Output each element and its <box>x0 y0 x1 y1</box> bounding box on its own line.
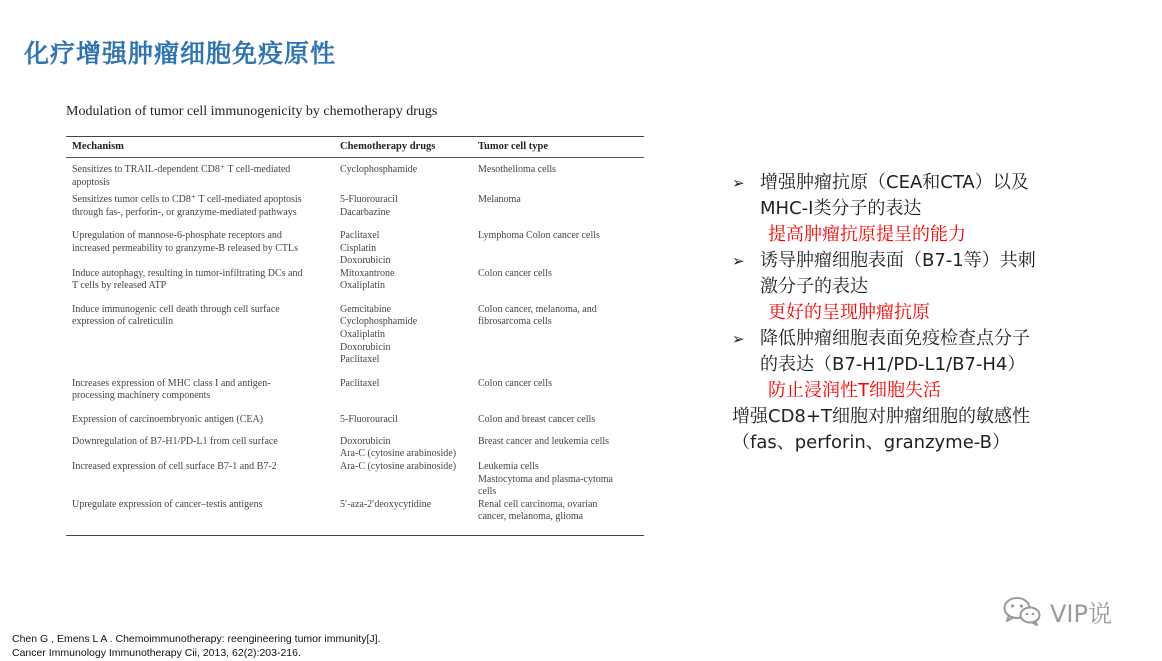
bullet-text: 增强肿瘤抗原（CEA和CTA）以及 <box>760 172 1029 193</box>
cell-line: Induce immunogenic cell death through cell surface <box>72 303 280 315</box>
table-row <box>66 436 644 461</box>
cell-line: Leukemia cells <box>478 460 539 472</box>
cell-line: Downregulation of B7-H1/PD-L1 from cell surface <box>72 435 278 447</box>
cell-line: Ara-C (cytosine arabinoside) <box>340 460 457 472</box>
mechanism-cell <box>66 499 334 535</box>
drugs-cell <box>334 268 472 304</box>
table-figure <box>66 104 644 536</box>
cell-line: Increases expression of MHC class I and antigen- <box>72 377 271 389</box>
table-row <box>66 378 644 414</box>
table-row <box>66 194 644 230</box>
cell-line: Doxorubicin <box>340 435 391 447</box>
table-header-row <box>66 137 644 158</box>
cell-line: Cyclophosphamide <box>340 164 418 175</box>
bullet-item <box>732 248 1132 300</box>
watermark-text: VIP说 <box>1050 599 1112 628</box>
cell-line: Mesothelioma cells <box>478 164 557 175</box>
bullet-item <box>732 326 1132 378</box>
drugs-cell <box>334 194 472 230</box>
reference-line: Chen G , Emens L A . Chemoimmunotherapy: reengineering tumor immunity[J]. <box>12 633 381 645</box>
drugs-cell <box>334 378 472 414</box>
cell-line: Sensitizes tumor cells to CD8⁺ T cell-mediated apoptosis <box>72 194 302 205</box>
cell-line: Expression of carcinoembryonic antigen (CEA) <box>72 413 264 425</box>
cell-line: Ara-C (cytosine arabinoside) <box>340 448 457 460</box>
cell-line: Paclitaxel <box>340 377 380 389</box>
watermark <box>1002 591 1112 631</box>
cell-type-cell <box>472 414 644 436</box>
mechanism-cell <box>66 194 334 230</box>
arrow-bullet-icon: ➢ <box>732 174 745 192</box>
cell-line: Paclitaxel <box>340 354 380 366</box>
table-bottom-rule <box>66 535 644 536</box>
mechanism-cell <box>66 230 334 268</box>
bullet-text: MHC-Ⅰ类分子的表达 <box>760 198 922 219</box>
cell-line: Induce autophagy, resulting in tumor-infiltrating DCs and <box>72 267 303 279</box>
summary-text: （fas、perforin、granzyme-B） <box>732 432 1010 453</box>
table-row <box>66 230 644 268</box>
mechanism-cell <box>66 158 334 195</box>
cell-line: Dacarbazine <box>340 206 390 218</box>
cell-type-cell <box>472 194 644 230</box>
drugs-cell <box>334 499 472 535</box>
cell-line: fibrosarcoma cells <box>478 316 552 328</box>
cell-line: Colon cancer cells <box>478 377 552 389</box>
bullet-text: 激分子的表达 <box>760 276 868 297</box>
mechanism-cell <box>66 304 334 378</box>
mechanism-cell <box>66 461 334 499</box>
mechanism-cell <box>66 268 334 304</box>
reference-citation <box>12 632 380 660</box>
slide-title: 化疗增强肿瘤细胞免疫原性 <box>24 39 337 68</box>
cell-line: Doxorubicin <box>340 341 391 353</box>
cell-line: Cyclophosphamide <box>340 316 418 328</box>
cell-line: apoptosis <box>72 176 110 188</box>
cell-line: 5-Fluorouracil <box>340 194 398 205</box>
cell-line: cells <box>478 486 497 498</box>
table-row <box>66 499 644 535</box>
table-row <box>66 304 644 378</box>
mechanism-cell <box>66 436 334 461</box>
cell-type-cell <box>472 304 644 378</box>
immunogenicity-table <box>66 137 644 535</box>
cell-line: Lymphoma Colon cancer cells <box>478 230 600 241</box>
bullet-text: 诱导肿瘤细胞表面（B7-1等）共刺 <box>760 250 1036 271</box>
cell-line: Doxorubicin <box>340 255 391 267</box>
cell-line: 5-Fluorouracil <box>340 413 398 425</box>
cell-line: Paclitaxel <box>340 230 380 241</box>
reference-line: Cancer Immunology Immunotherapy Cii, 2013, 62(2):203-216. <box>12 647 301 659</box>
cell-line: Colon and breast cancer cells <box>478 413 596 425</box>
drugs-cell <box>334 414 472 436</box>
cell-type-cell <box>472 158 644 195</box>
table-row <box>66 268 644 304</box>
bullet-item <box>732 170 1132 222</box>
mechanism-cell <box>66 414 334 436</box>
cell-line: Increased expression of cell surface B7-1 and B7-2 <box>72 460 277 472</box>
cell-type-cell <box>472 230 644 268</box>
cell-line: Gemcitabine <box>340 303 392 315</box>
cell-line: cancer, melanoma, glioma <box>478 511 584 523</box>
cell-line: Renal cell carcinoma, ovarian <box>478 498 598 510</box>
table-row <box>66 414 644 436</box>
arrow-bullet-icon: ➢ <box>732 330 745 348</box>
cell-line: through fas-, perforin-, or granzyme-mediated pathways <box>72 206 297 218</box>
cell-line: increased permeability to granzyme-B released by CTLs <box>72 242 299 254</box>
column-header-mechanism: Mechanism <box>66 137 334 158</box>
cell-line: Upregulation of mannose-6-phosphate receptors and <box>72 230 282 241</box>
cell-line: Mastocytoma and plasma-cytoma <box>478 473 613 485</box>
cell-line: Melanoma <box>478 194 521 205</box>
table-row <box>66 461 644 499</box>
drugs-cell <box>334 158 472 195</box>
cell-line: Mitoxantrone <box>340 267 395 279</box>
bullet-text: 降低肿瘤细胞表面免疫检查点分子 <box>760 328 1030 349</box>
cell-line: processing machinery components <box>72 390 211 402</box>
drugs-cell <box>334 461 472 499</box>
cell-line: Upregulate expression of cancer–testis antigens <box>72 498 263 510</box>
cell-line: Sensitizes to TRAIL-dependent CD8⁺ T cell-mediated <box>72 164 291 175</box>
cell-line: Oxaliplatin <box>340 328 385 340</box>
cell-type-cell <box>472 461 644 499</box>
cell-type-cell <box>472 499 644 535</box>
bullet-text: 的表达（B7-H1/PD-L1/B7-H4） <box>760 354 1026 375</box>
arrow-bullet-icon: ➢ <box>732 252 745 270</box>
bullet-emphasis: 提高肿瘤抗原提呈的能力 <box>768 224 966 245</box>
table-caption: Modulation of tumor cell immunogenicity by chemotherapy drugs <box>66 104 438 119</box>
cell-type-cell <box>472 268 644 304</box>
bullet-emphasis: 防止浸润性T细胞失活 <box>768 380 941 401</box>
drugs-cell <box>334 436 472 461</box>
cell-line: Oxaliplatin <box>340 280 385 292</box>
mechanism-cell <box>66 378 334 414</box>
cell-line: Colon cancer cells <box>478 267 552 279</box>
drugs-cell <box>334 230 472 268</box>
cell-type-cell <box>472 378 644 414</box>
cell-type-cell <box>472 436 644 461</box>
cell-line: 5′-aza-2′deoxycytidine <box>340 498 432 510</box>
chat-bubbles-icon <box>1002 595 1042 627</box>
table-row <box>66 158 644 195</box>
cell-line: Cisplatin <box>340 242 377 254</box>
bullet-emphasis: 更好的呈现肿瘤抗原 <box>768 302 930 323</box>
cell-line: expression of calreticulin <box>72 316 174 328</box>
drugs-cell <box>334 304 472 378</box>
column-header-cell-type: Tumor cell type <box>472 137 644 158</box>
cell-line: Colon cancer, melanoma, and <box>478 303 597 315</box>
cell-line: Breast cancer and leukemia cells <box>478 435 610 447</box>
column-header-drugs: Chemotherapy drugs <box>334 137 472 158</box>
summary-text: 增强CD8+T细胞对肿瘤细胞的敏感性 <box>732 406 1030 427</box>
cell-line: T cells by released ATP <box>72 280 167 292</box>
bullet-list <box>732 170 1132 456</box>
